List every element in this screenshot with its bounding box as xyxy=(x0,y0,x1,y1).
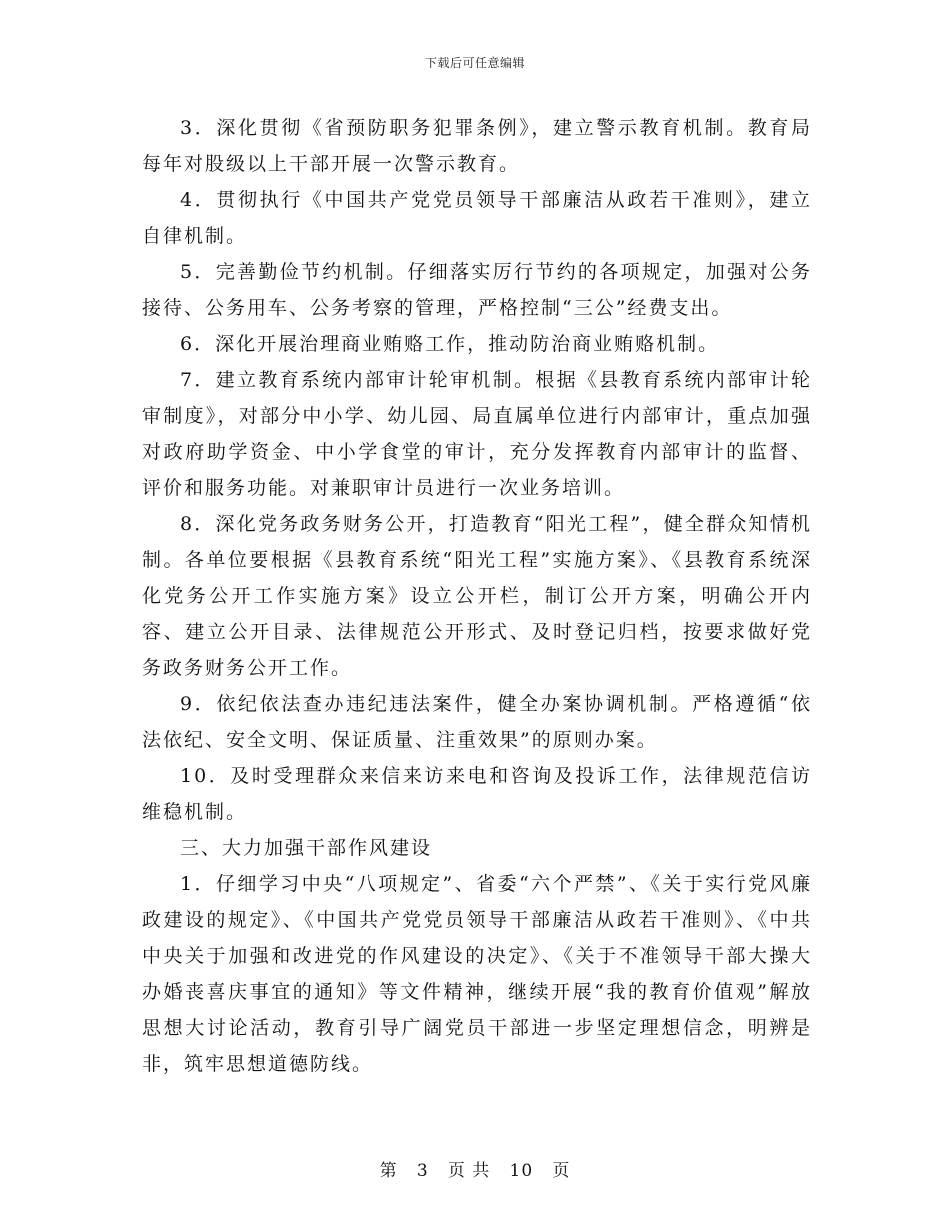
footer-mid: 页 共 xyxy=(447,1161,491,1181)
paragraph-item-10: 10．及时受理群众来信来访来电和咨询及投诉工作，法律规范信访维稳机制。 xyxy=(142,765,812,823)
footer-suffix: 页 xyxy=(552,1161,571,1181)
paragraph-item-5: 5．完善勤俭节约机制。仔细落实厉行节约的各项规定，加强对公务接待、公务用车、公务考察的管理，严格控制“三公”经费支出。 xyxy=(142,261,812,319)
document-body xyxy=(142,110,812,1082)
footer-page-number: 3 xyxy=(416,1161,429,1181)
paragraph-item-3: 3．深化贯彻《省预防职务犯罪条例》，建立警示教育机制。教育局每年对股级以上干部开展一次警示教育。 xyxy=(142,117,812,175)
section-heading: 三、大力加强干部作风建设 xyxy=(180,837,433,859)
page-footer xyxy=(0,1156,950,1181)
paragraph-item-6: 6．深化开展治理商业贿赂工作，推动防治商业贿赂机制。 xyxy=(180,333,720,355)
paragraph-item-8: 8．深化党务政务财务公开，打造教育“阳光工程”，健全群众知情机制。各单位要根据《县教育系统“阳光工程”实施方案》、《县教育系统深化党务公开工作实施方案》设立公开栏，制订公开方案，明确公开内容、建立公开目录、法律规范公开形式、及时登记归档，按要求做好党务政务财务公开工作。 xyxy=(142,513,812,679)
paragraph-item-7: 7．建立教育系统内部审计轮审机制。根据《县教育系统内部审计轮审制度》，对部分中小学、幼儿园、局直属单位进行内部审计，重点加强对政府助学资金、中小学食堂的审计，充分发挥教育内部审计的监督、评价和服务功能。对兼职审计员进行一次业务培训。 xyxy=(142,369,812,499)
paragraph-item-1: 1．仔细学习中央“八项规定”、省委“六个严禁”、《关于实行党风廉政建设的规定》、《中国共产党党员领导干部廉洁从政若干准则》、《中共中央关于加强和改进党的作风建设的决定》、《关于不准领导干部大操大办婚丧喜庆事宜的通知》等文件精神，继续开展“我的教育价值观”解放思想大讨论活动，教育引导广阔党员干部进一步坚定理想信念，明辨是非，筑牢思想道德防线。 xyxy=(142,873,812,1075)
page-header: 下载后可任意编辑 xyxy=(424,56,525,70)
paragraph-item-9: 9．依纪依法查办违纪违法案件，健全办案协调机制。严格遵循“依法依纪、安全文明、保证质量、注重效果”的原则办案。 xyxy=(142,693,812,751)
footer-prefix: 第 xyxy=(379,1161,398,1181)
footer-total-pages: 10 xyxy=(509,1161,534,1181)
paragraph-item-4: 4．贯彻执行《中国共产党党员领导干部廉洁从政若干准则》，建立自律机制。 xyxy=(142,189,812,247)
